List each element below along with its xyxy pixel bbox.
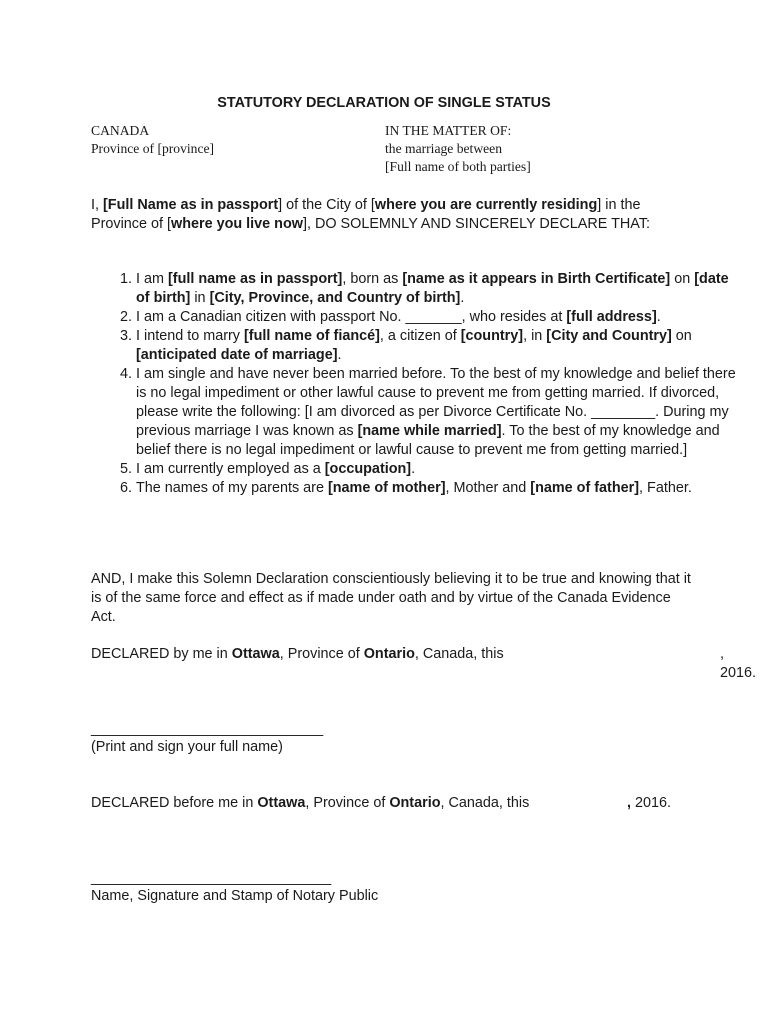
header-country: CANADA (91, 123, 150, 138)
declared-text: , Province of (305, 795, 390, 811)
declared-city: Ottawa (231, 646, 280, 662)
item-text: , Mother and (445, 480, 531, 496)
signature-caption: (Print and sign your full name) (91, 739, 283, 755)
item-text: I intend to marry (136, 328, 244, 344)
item-placeholder: [full name of fiancé] (243, 328, 380, 344)
item-placeholder: [name as it appears in Birth Certificate] (402, 271, 671, 287)
notary-signature-caption: Name, Signature and Stamp of Notary Public (91, 888, 379, 904)
declared-before-line (91, 794, 691, 813)
declared-city: Ottawa (257, 795, 306, 811)
declared-year-text: 2016. (631, 795, 672, 811)
declared-text: DECLARED before me in (91, 795, 258, 811)
item-text: I am a Canadian citizen with passport No. _______, who resides at (136, 309, 567, 325)
intro-text: ], DO SOLEMNLY AND SINCERELY DECLARE THAT: (302, 216, 651, 232)
declared-year (627, 794, 671, 813)
header-left (91, 122, 214, 158)
item-placeholder: [occupation] (324, 461, 412, 477)
item-text: , born as (342, 271, 403, 287)
declared-province: Ontario (389, 795, 441, 811)
header-matter: IN THE MATTER OF: (385, 123, 512, 138)
item-placeholder: [City, Province, and Country of birth] (209, 290, 461, 306)
declaration-list (91, 270, 736, 498)
item-text: , a citizen of (379, 328, 461, 344)
item-placeholder: [City and Country] (546, 328, 672, 344)
list-item (136, 479, 736, 498)
item-placeholder: [name of mother] (327, 480, 446, 496)
item-placeholder: [full address] (566, 309, 657, 325)
declared-year: , 2016. (720, 646, 757, 681)
header-province: Province of [province] (91, 141, 215, 156)
list-item (136, 365, 736, 460)
declared-text: , Province of (279, 646, 364, 662)
signature-line: _____________________________ (91, 721, 324, 737)
item-text: I am single and have never been married before. To the best of my knowledge and belief there is no legal impediment or other lawful cause to prevent me from getting married. If divorced, please write the following: [I am divorced as per Divorce Certificate No. ________. During my previous marriage I was known as (136, 366, 736, 439)
list-item (136, 327, 736, 365)
header-right (385, 122, 531, 176)
item-text: . To the best of my knowledge and belief there is no legal impediment or lawful cause to prevent me from getting married.] (136, 423, 720, 458)
item-text: The names of my parents are (136, 480, 328, 496)
declared-province: Ontario (363, 646, 415, 662)
item-text: on (670, 271, 695, 287)
item-placeholder: [date of birth] (136, 271, 729, 306)
declared-text: DECLARED by me in (91, 646, 232, 662)
item-text: . (411, 461, 416, 477)
intro-province: where you live now (171, 216, 303, 232)
item-text: on (671, 328, 692, 344)
declared-text: , Canada, this (414, 646, 504, 662)
item-placeholder: [full name as in passport] (168, 271, 343, 287)
item-text: in (190, 290, 210, 306)
intro-city: where you are currently residing (374, 197, 598, 213)
solemn-declaration-paragraph: AND, I make this Solemn Declaration conscientiously believing it to be true and knowing that it is of the same force and effect as if made under oath and by virtue of the Canada Evidence Act. (91, 571, 691, 625)
intro-text: ] of the City of [ (278, 197, 375, 213)
item-placeholder: [name of father] (530, 480, 640, 496)
item-text: . (337, 347, 342, 363)
item-text: I am currently employed as a (136, 461, 325, 477)
item-text: , Father. (639, 480, 692, 496)
list-item (136, 460, 736, 479)
header-marriage-between: the marriage between (385, 141, 502, 156)
intro-full-name: [Full Name as in passport (103, 197, 279, 213)
intro-text: ] in the Province of [ (91, 197, 641, 232)
item-text: . (656, 309, 661, 325)
declared-text: , Canada, this (440, 795, 530, 811)
declared-by-line (91, 645, 757, 681)
notary-signature-line: ______________________________ (91, 870, 332, 886)
item-text: . (460, 290, 465, 306)
list-item (136, 308, 736, 327)
item-text: , in (523, 328, 547, 344)
item-placeholder: [anticipated date of marriage] (136, 347, 338, 363)
document-title: STATUTORY DECLARATION OF SINGLE STATUS (217, 95, 551, 111)
intro-paragraph (91, 196, 691, 234)
list-item (136, 270, 736, 308)
item-placeholder: [name while married] (357, 423, 502, 439)
item-placeholder: [country] (460, 328, 524, 344)
intro-text: I, (91, 197, 103, 213)
item-text: I am (136, 271, 168, 287)
header-parties: [Full name of both parties] (385, 159, 531, 174)
declared-comma: , (627, 795, 631, 811)
